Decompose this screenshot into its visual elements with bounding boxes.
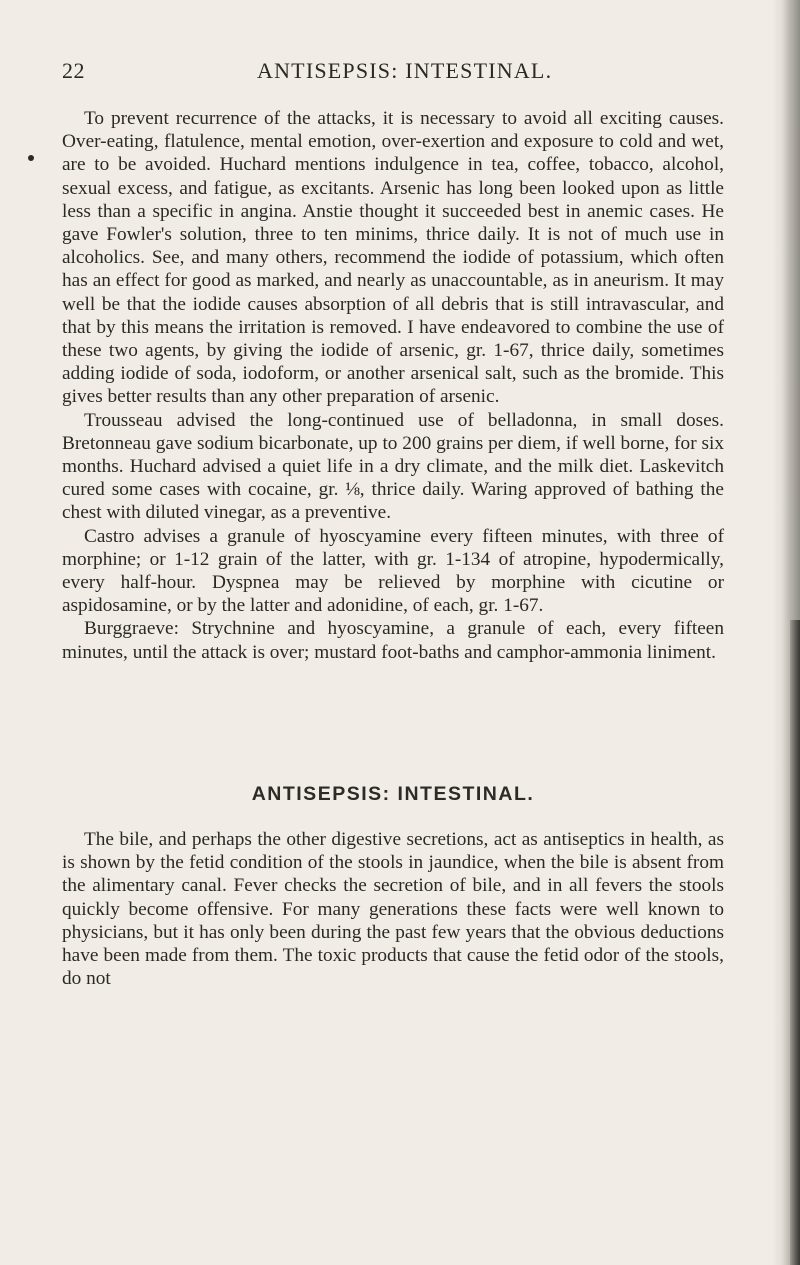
paragraph-castro: Castro advises a granule of hyoscyamine every fifteen minutes, with three of morphine; or 1-12 grain of the latter, with gr. 1-134 of atropine, hypodermically, every half-hour. Dyspnea may be relieved by morphine with cicutine or aspidosamine, or by the latter and adonidine, of each, gr. 1-67. xyxy=(62,525,724,617)
page-number: 22 xyxy=(62,58,85,83)
paragraph-trousseau: Trousseau advised the long-continued use of belladonna, in small doses. Bretonneau gave sodium bicarbonate, up to 200 grains per diem, if well borne, for six months. Huchard advised a quiet life in a dry climate, and the milk diet. Laskevitch cured some cases with cocaine, gr. ⅛, thrice daily. Waring approved of bathing the chest with diluted vinegar, as a preventive. xyxy=(62,409,724,524)
paragraph-bile: The bile, and perhaps the other digestive secretions, act as antiseptics in health, as is shown by the fetid condition of the stools in jaundice, when the bile is absent from the alimentary canal. Fever checks the secretion of bile, and in all fevers the stools quickly become offensive. For many generations these facts were well known to physicians, but it has only been during the past few years that the obvious deductions have been made from them. The toxic products that cause the fetid odor of the stools, do not xyxy=(62,829,724,990)
paragraph-burggraeve: Burggraeve: Strychnine and hyoscyamine, a granule of each, every fifteen minutes, until the attack is over; mustard foot-baths and camphor-ammonia liniment. xyxy=(62,618,724,663)
body-text-block xyxy=(62,107,724,664)
page-edge-dark xyxy=(790,620,800,1265)
running-head-title: ANTISEPSIS: INTESTINAL. xyxy=(257,58,553,83)
paragraph-arsenic: To prevent recurrence of the attacks, it is necessary to avoid all exciting causes. Over-eating, flatulence, mental emotion, over-exertion and exposure to cold and wet, are to be avoided. Huchard mentions indulgence in tea, coffee, tobacco, alcohol, sexual excess, and fatigue, as excitants. Arsenic has long been looked upon as little less than a specific in angina. Anstie thought it succeeded best in anemic cases. He gave Fowler's solution, three to ten minims, thrice daily. It is not of much use in alcoholics. See, and many others, recommend the iodide of potassium, which often has an effect for good as marked, and nearly as unaccountable, as in aneurism. It may well be that the iodide causes absorption of all debris that is still intravascular, and that by this means the irritation is removed. I have endeavored to combine the use of these two agents, by giving the iodide of arsenic, gr. 1-67, thrice daily, sometimes adding iodide of soda, iodoform, or another arsenical salt, such as the bromide. This gives better results than any other preparation of arsenic. xyxy=(62,108,724,408)
margin-dot-mark xyxy=(28,155,34,161)
section-heading: ANTISEPSIS: INTESTINAL. xyxy=(251,783,535,805)
section-text-block xyxy=(62,828,724,990)
running-head xyxy=(62,58,722,88)
